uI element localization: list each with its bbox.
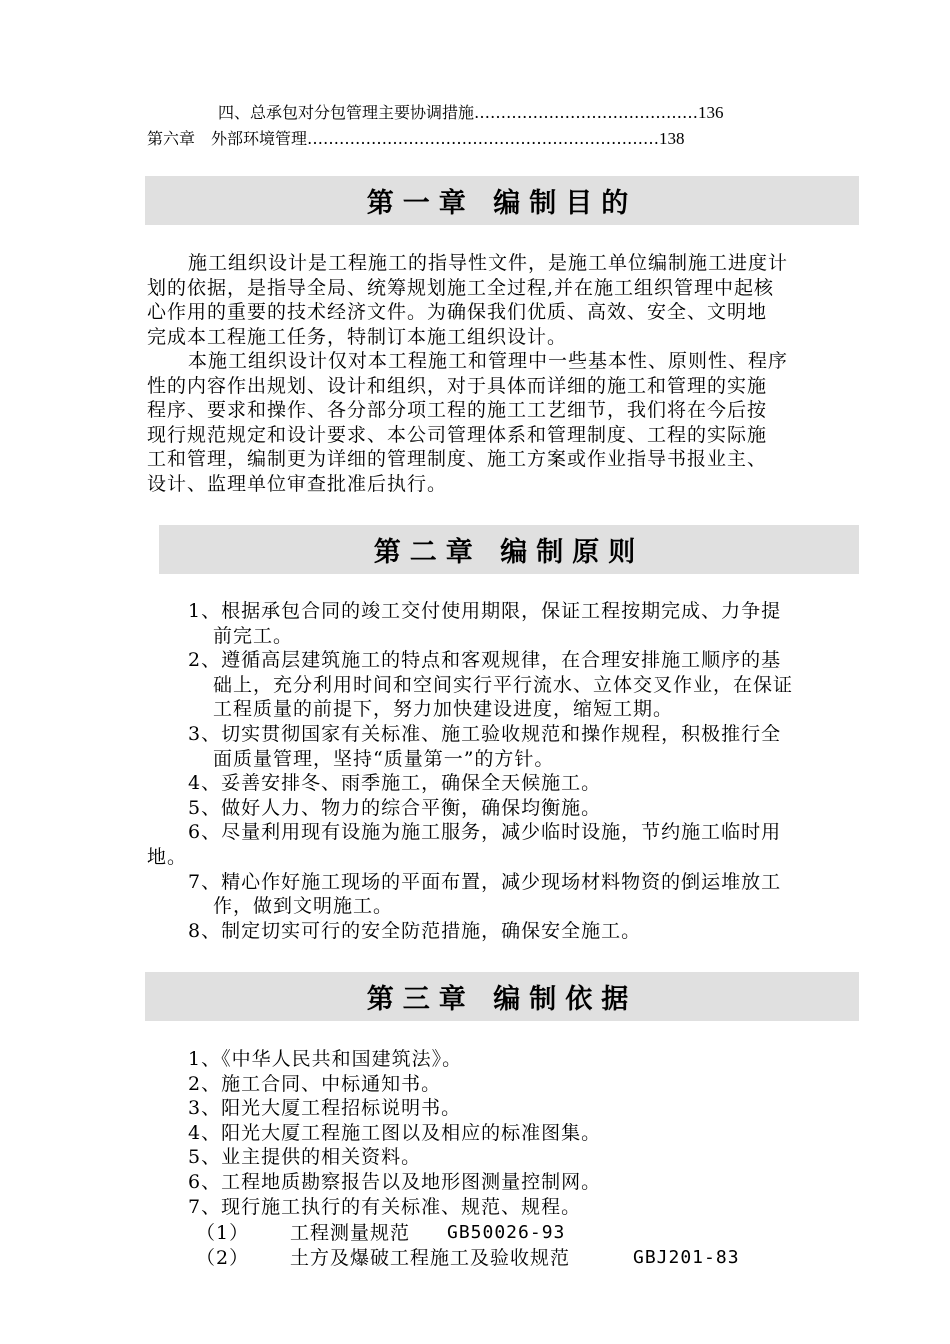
standard-row (196, 1221, 249, 1246)
toc-page-number: 136 (698, 103, 724, 122)
list-item: 4、阳光大厦工程施工图以及相应的标准图集。 (188, 1121, 602, 1144)
toc-entry-title: 四、总承包对分包管理主要协调措施 (218, 103, 475, 122)
list-item: 4、妥善安排冬、雨季施工，确保全天候施工。 (188, 772, 602, 795)
chapter-3-heading (145, 972, 859, 1021)
chapter-1-heading (145, 176, 859, 225)
chapter-2-heading (159, 525, 859, 574)
list-item: 2、遵循高层建筑施工的特点和客观规律，在合理安排施工顺序的基 (188, 649, 782, 672)
standard-row (196, 1246, 249, 1271)
text-line: 施工组织设计是工程施工的指导性文件，是施工单位编制施工进度计 (188, 252, 789, 274)
standard-name: 土方及爆破工程施工及验收规范 (290, 1247, 571, 1269)
list-item: 5、做好人力、物力的综合平衡，确保均衡施。 (188, 796, 602, 819)
chapter-1-paragraph-1 (147, 251, 788, 349)
toc-entry (218, 101, 724, 125)
text-line: 设计、监理单位审查批准后执行。 (147, 472, 448, 495)
chapter-1-paragraph-2 (147, 349, 788, 497)
text-line: 性的内容作出规划、设计和组织，对于具体而详细的施工和管理的实施 (147, 374, 768, 397)
list-item-continuation: 础上，充分利用时间和空间实行平行流水、立体交叉作业，在保证 (213, 673, 794, 696)
chapter-title: 第一章 编制目的 (366, 188, 638, 219)
chapter-2-list (147, 599, 793, 943)
toc-leader-dots: ………………………………………………………… (307, 129, 660, 148)
list-item-continuation: 地。 (147, 845, 188, 868)
list-item: 7、精心作好施工现场的平面布置，减少现场材料物资的倒运堆放工 (188, 870, 782, 893)
list-item-continuation: 作，做到文明施工。 (213, 895, 394, 918)
toc-page-number: 138 (659, 129, 685, 148)
text-line: 心作用的重要的技术经济文件。为确保我们优质、高效、安全、文明地 (147, 301, 768, 324)
toc-entry-title: 第六章 外部环境管理 (147, 129, 308, 148)
toc-leader-dots: …………………………………… (474, 103, 699, 122)
toc-entry (147, 127, 685, 151)
list-item: 6、工程地质勘察报告以及地形图测量控制网。 (188, 1170, 602, 1193)
text-line: 本施工组织设计仅对本工程施工和管理中一些基本性、原则性、程序 (188, 350, 789, 372)
list-item-continuation: 工程质量的前提下，努力加快建设进度，缩短工期。 (213, 698, 674, 721)
text-line: 现行规范规定和设计要求、本公司管理体系和管理制度、工程的实际施 (147, 423, 768, 446)
standard-number: （2） (196, 1247, 250, 1269)
list-item: 6、尽量利用现有设施为施工服务，减少临时设施，节约施工临时用 (188, 821, 782, 844)
list-item: 7、现行施工执行的有关标准、规范、规程。 (188, 1195, 582, 1218)
list-item: 1、根据承包合同的竣工交付使用期限，保证工程按期完成、力争提 (188, 600, 782, 622)
list-item: 3、切实贯彻国家有关标准、施工验收规范和操作规程，积极推行全 (188, 722, 782, 745)
standard-number: （1） (196, 1222, 250, 1244)
list-item: 8、制定切实可行的安全防范措施，确保安全施工。 (188, 919, 642, 942)
chapter-3-list (147, 1047, 601, 1219)
chapter-title: 第二章 编制原则 (373, 537, 645, 568)
list-item: 2、施工合同、中标通知书。 (188, 1072, 442, 1095)
standard-code: GB50026-93 (447, 1222, 566, 1243)
chapter-title: 第三章 编制依据 (366, 984, 638, 1015)
list-item: 3、阳光大厦工程招标说明书。 (188, 1097, 462, 1120)
list-item-continuation: 面质量管理，坚持“质量第一”的方针。 (213, 747, 555, 770)
list-item: 1、《中华人民共和国建筑法》。 (188, 1048, 463, 1070)
list-item: 5、业主提供的相关资料。 (188, 1146, 422, 1169)
standard-name: 工程测量规范 (290, 1222, 411, 1244)
text-line: 划的依据，是指导全局、统筹规划施工全过程,并在施工组织管理中起核 (147, 276, 775, 299)
text-line: 工和管理，编制更为详细的管理制度、施工方案或作业指导书报业主、 (147, 448, 768, 471)
standard-code: GBJ201-83 (633, 1247, 740, 1268)
list-item-continuation: 前完工。 (213, 624, 294, 647)
text-line: 完成本工程施工任务，特制订本施工组织设计。 (147, 325, 568, 348)
text-line: 程序、要求和操作、各分部分项工程的施工工艺细节，我们将在今后按 (147, 399, 768, 422)
